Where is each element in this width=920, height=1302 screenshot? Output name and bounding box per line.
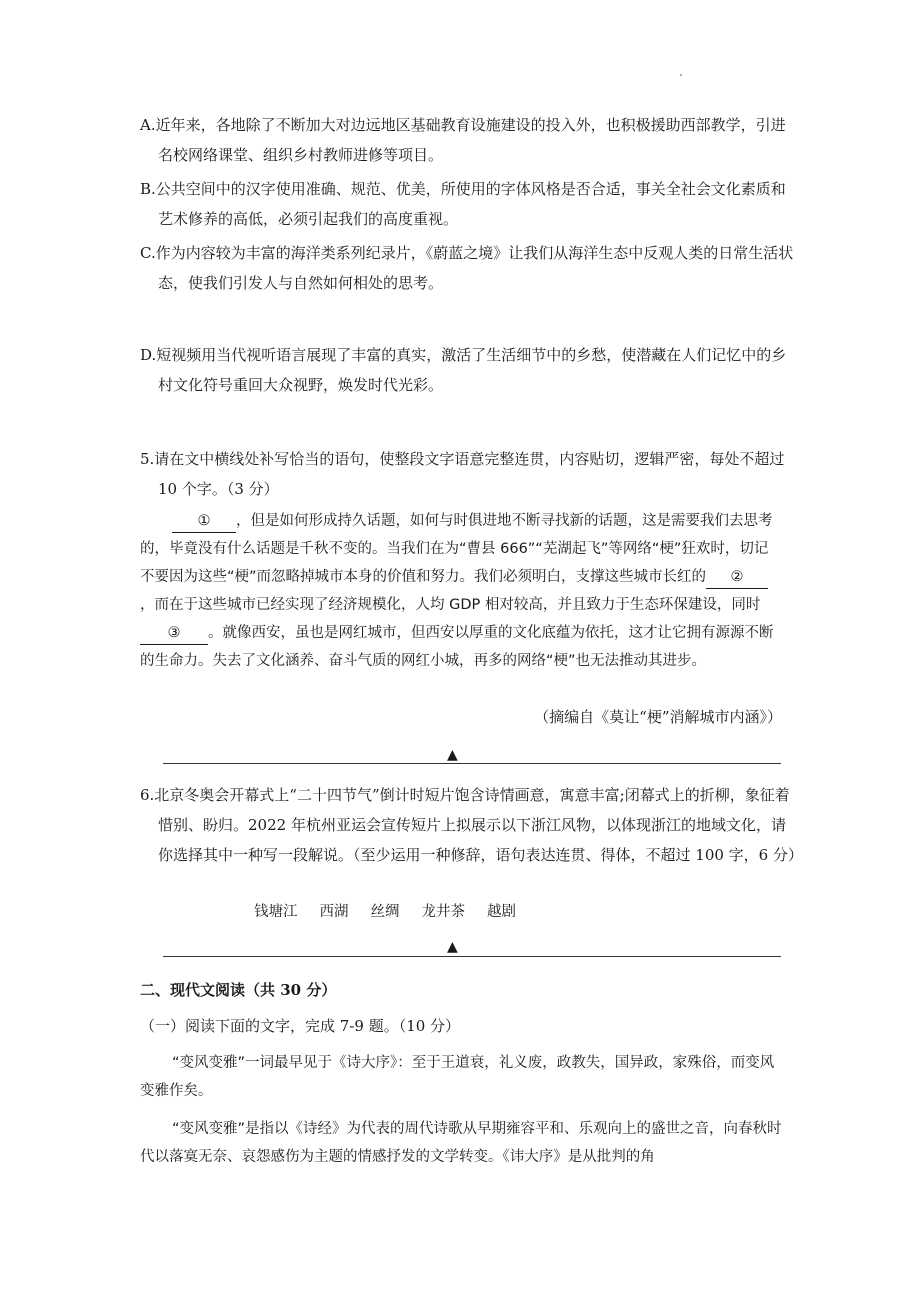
option-d: D.短视频用当代视听语言展现了丰富的真实，激活了生活细节中的乡愁，使潜藏在人们记忆中的乡村文化符号重回大众视野，焕发时代光彩。 <box>140 346 787 394</box>
passage-source: （摘编自《莫让“梗”消解城市内涵》） <box>534 708 782 726</box>
answer-triangle-6: ▲ <box>447 939 458 955</box>
item-silk: 丝绸 <box>370 904 400 920</box>
blank-2[interactable]: ② <box>706 566 768 589</box>
option-b: B.公共空间中的汉字使用准确、规范、优美，所使用的字体风格是否合适，事关全社会文化素质和艺术修养的高低，必须引起我们的高度重视。 <box>140 180 786 228</box>
option-c: C.作为内容较为丰富的海洋类系列纪录片，《蔚蓝之境》让我们从海洋生态中反观人类的日常生活状态，使我们引发人与自然如何相处的思考。 <box>140 244 794 292</box>
item-xihu: 西湖 <box>319 904 349 920</box>
item-longjing-tea: 龙井茶 <box>421 904 465 920</box>
reading-para-2: “变风变雅”是指以《诗经》为代表的周代诗歌从早期雍容平和、乐观向上的盛世之音，向春秋时代以落寞无奈、哀怨感伤为主题的情感抒发的文学转变。《讳大序》是从批判的角 <box>140 1121 782 1165</box>
section-2-title: 二、现代文阅读（共 30 分） <box>140 981 337 999</box>
question-5-passage <box>140 507 782 675</box>
answer-triangle-5: ▲ <box>447 747 458 763</box>
subsection-title: （一）阅读下面的文字，完成 7-9 题。（10 分） <box>140 1017 461 1035</box>
question-5-stem: 5.请在文中横线处补写恰当的语句，使整段文字语意完整连贯，内容贴切，逻辑严密，每处不超过 10 个字。（3 分） <box>140 450 785 498</box>
blank-3[interactable]: ③ <box>140 622 208 645</box>
item-list <box>254 898 538 926</box>
answer-line-5[interactable] <box>163 763 781 764</box>
passage-part-2: ，而在于这些城市已经实现了经济规模化，人均 GDP 相对较高，并且致力于生态环保建设，同时 <box>140 597 761 613</box>
item-yueju: 越剧 <box>487 904 516 920</box>
reading-para-1: “变风变雅”一词最早见于《诗大序》：至于王道衰，礼义废，政教失，国异政，家殊俗，而变风变雅作矣。 <box>140 1055 775 1099</box>
answer-line-6[interactable] <box>163 956 781 957</box>
blank-1[interactable]: ① <box>172 510 236 533</box>
passage-part-3: 。就像西安，虽也是网红城市，但西安以厚重的文化底蕴为依托，这才让它拥有源源不断的生命力。失去了文化涵养、奋斗气质的网红小城，再多的网络“梗”也无法推动其进步。 <box>140 625 774 669</box>
question-6-stem: 6.北京冬奥会开幕式上“二十四节气”倒计时短片饱含诗情画意，寓意丰富;闭幕式上的折柳，象征着惜别、盼归。2022 年杭州亚运会宣传短片上拟展示以下浙江风物，以体现浙江的地域文化，请你选择其中一种写一段解说。（至少运用一种修辞，语句表达连贯、得体，不超过 100 字，6 分） <box>140 786 803 864</box>
scan-dot <box>680 74 682 76</box>
item-qiantangjiang: 钱塘江 <box>254 904 298 920</box>
passage-part-1: ，但是如何形成持久话题，如何与时俱进地不断寻找新的话题，这是需要我们去思考的，毕竟没有什么话题是千秋不变的。当我们在为“曹县 666”“芜湖起飞”等网络“梗”狂欢时，切记不要因为这些“梗”而忽略掉城市本身的价值和努力。我们必须明白，支撑这些城市长红的 <box>140 513 773 585</box>
option-a: A.近年来，各地除了不断加大对边远地区基础教育设施建设的投入外，也积极援助西部教学，引进名校网络课堂、组织乡村教师进修等项目。 <box>140 116 786 164</box>
